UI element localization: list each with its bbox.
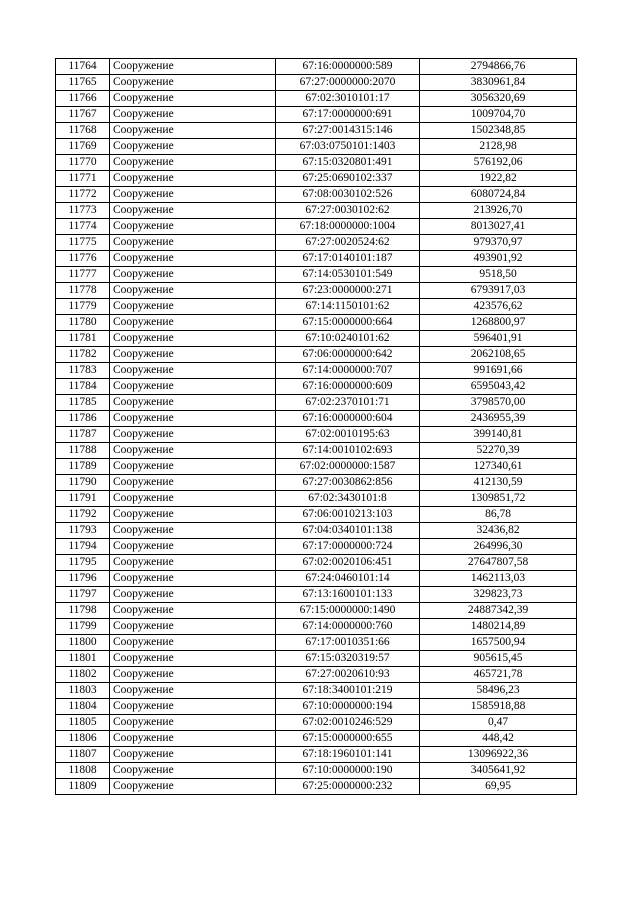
row-number-cell: 11781	[56, 331, 110, 347]
table-row	[56, 491, 577, 507]
cadastral-number-cell: 67:15:0000000:1490	[276, 603, 420, 619]
cadastral-value-cell: 2794866,76	[420, 59, 577, 75]
cadastral-value-cell: 3056320,69	[420, 91, 577, 107]
table-row	[56, 267, 577, 283]
cadastral-number-cell: 67:16:0000000:604	[276, 411, 420, 427]
object-type-cell: Сооружение	[110, 443, 276, 459]
table-row	[56, 171, 577, 187]
table-row	[56, 507, 577, 523]
row-number-cell: 11777	[56, 267, 110, 283]
object-type-cell: Сооружение	[110, 587, 276, 603]
row-number-cell: 11802	[56, 667, 110, 683]
cadastral-number-cell: 67:16:0000000:609	[276, 379, 420, 395]
cadastral-value-cell: 1268800,97	[420, 315, 577, 331]
object-type-cell: Сооружение	[110, 379, 276, 395]
object-type-cell: Сооружение	[110, 507, 276, 523]
cadastral-number-cell: 67:10:0000000:190	[276, 763, 420, 779]
cadastral-value-cell: 423576,62	[420, 299, 577, 315]
row-number-cell: 11767	[56, 107, 110, 123]
cadastral-value-cell: 24887342,39	[420, 603, 577, 619]
cadastral-number-cell: 67:17:0140101:187	[276, 251, 420, 267]
cadastral-number-cell: 67:27:0020610:93	[276, 667, 420, 683]
table-row	[56, 587, 577, 603]
cadastral-value-cell: 127340,61	[420, 459, 577, 475]
cadastral-number-cell: 67:02:0020106:451	[276, 555, 420, 571]
cadastral-value-cell: 979370,97	[420, 235, 577, 251]
object-type-cell: Сооружение	[110, 347, 276, 363]
object-type-cell: Сооружение	[110, 187, 276, 203]
registry-table	[55, 58, 577, 795]
row-number-cell: 11797	[56, 587, 110, 603]
cadastral-value-cell: 1502348,85	[420, 123, 577, 139]
cadastral-number-cell: 67:25:0000000:232	[276, 779, 420, 795]
cadastral-value-cell: 493901,92	[420, 251, 577, 267]
object-type-cell: Сооружение	[110, 475, 276, 491]
cadastral-number-cell: 67:17:0000000:724	[276, 539, 420, 555]
cadastral-value-cell: 9518,50	[420, 267, 577, 283]
cadastral-number-cell: 67:08:0030102:526	[276, 187, 420, 203]
table-row	[56, 379, 577, 395]
row-number-cell: 11766	[56, 91, 110, 107]
cadastral-value-cell: 329823,73	[420, 587, 577, 603]
cadastral-number-cell: 67:15:0320801:491	[276, 155, 420, 171]
cadastral-number-cell: 67:27:0030102:62	[276, 203, 420, 219]
cadastral-number-cell: 67:18:0000000:1004	[276, 219, 420, 235]
row-number-cell: 11785	[56, 395, 110, 411]
cadastral-value-cell: 465721,78	[420, 667, 577, 683]
table-row	[56, 699, 577, 715]
table-row	[56, 651, 577, 667]
cadastral-value-cell: 58496,23	[420, 683, 577, 699]
cadastral-number-cell: 67:14:0000000:707	[276, 363, 420, 379]
row-number-cell: 11780	[56, 315, 110, 331]
table-row	[56, 91, 577, 107]
cadastral-number-cell: 67:02:0000000:1587	[276, 459, 420, 475]
object-type-cell: Сооружение	[110, 763, 276, 779]
cadastral-value-cell: 86,78	[420, 507, 577, 523]
cadastral-number-cell: 67:15:0000000:655	[276, 731, 420, 747]
object-type-cell: Сооружение	[110, 459, 276, 475]
object-type-cell: Сооружение	[110, 715, 276, 731]
object-type-cell: Сооружение	[110, 779, 276, 795]
table-row	[56, 59, 577, 75]
cadastral-value-cell: 1585918,88	[420, 699, 577, 715]
cadastral-number-cell: 67:02:3010101:17	[276, 91, 420, 107]
table-row	[56, 299, 577, 315]
row-number-cell: 11799	[56, 619, 110, 635]
table-row	[56, 411, 577, 427]
object-type-cell: Сооружение	[110, 155, 276, 171]
object-type-cell: Сооружение	[110, 315, 276, 331]
cadastral-number-cell: 67:06:0010213:103	[276, 507, 420, 523]
object-type-cell: Сооружение	[110, 667, 276, 683]
object-type-cell: Сооружение	[110, 523, 276, 539]
cadastral-number-cell: 67:14:0000000:760	[276, 619, 420, 635]
cadastral-number-cell: 67:27:0000000:2070	[276, 75, 420, 91]
table-row	[56, 747, 577, 763]
row-number-cell: 11770	[56, 155, 110, 171]
object-type-cell: Сооружение	[110, 555, 276, 571]
table-row	[56, 251, 577, 267]
object-type-cell: Сооружение	[110, 59, 276, 75]
object-type-cell: Сооружение	[110, 427, 276, 443]
object-type-cell: Сооружение	[110, 299, 276, 315]
cadastral-number-cell: 67:14:0530101:549	[276, 267, 420, 283]
cadastral-value-cell: 6595043,42	[420, 379, 577, 395]
table-row	[56, 219, 577, 235]
cadastral-number-cell: 67:17:0000000:691	[276, 107, 420, 123]
cadastral-number-cell: 67:14:1150101:62	[276, 299, 420, 315]
row-number-cell: 11787	[56, 427, 110, 443]
cadastral-value-cell: 905615,45	[420, 651, 577, 667]
cadastral-number-cell: 67:02:2370101:71	[276, 395, 420, 411]
row-number-cell: 11764	[56, 59, 110, 75]
row-number-cell: 11789	[56, 459, 110, 475]
object-type-cell: Сооружение	[110, 651, 276, 667]
table-row	[56, 731, 577, 747]
cadastral-value-cell: 0,47	[420, 715, 577, 731]
cadastral-number-cell: 67:18:3400101:219	[276, 683, 420, 699]
table-row	[56, 187, 577, 203]
cadastral-number-cell: 67:24:0460101:14	[276, 571, 420, 587]
table-row	[56, 619, 577, 635]
object-type-cell: Сооружение	[110, 219, 276, 235]
cadastral-value-cell: 1480214,89	[420, 619, 577, 635]
object-type-cell: Сооружение	[110, 699, 276, 715]
table-row	[56, 571, 577, 587]
cadastral-value-cell: 264996,30	[420, 539, 577, 555]
cadastral-number-cell: 67:02:0010246:529	[276, 715, 420, 731]
row-number-cell: 11791	[56, 491, 110, 507]
table-row	[56, 331, 577, 347]
cadastral-number-cell: 67:10:0240101:62	[276, 331, 420, 347]
cadastral-number-cell: 67:27:0030862:856	[276, 475, 420, 491]
cadastral-value-cell: 576192,06	[420, 155, 577, 171]
cadastral-number-cell: 67:13:1600101:133	[276, 587, 420, 603]
table-row	[56, 683, 577, 699]
table-row	[56, 75, 577, 91]
table-row	[56, 283, 577, 299]
table-row	[56, 107, 577, 123]
object-type-cell: Сооружение	[110, 267, 276, 283]
object-type-cell: Сооружение	[110, 635, 276, 651]
cadastral-number-cell: 67:27:0020524:62	[276, 235, 420, 251]
row-number-cell: 11798	[56, 603, 110, 619]
cadastral-number-cell: 67:27:0014315:146	[276, 123, 420, 139]
row-number-cell: 11796	[56, 571, 110, 587]
cadastral-value-cell: 3798570,00	[420, 395, 577, 411]
table-row	[56, 779, 577, 795]
row-number-cell: 11792	[56, 507, 110, 523]
table-row	[56, 315, 577, 331]
cadastral-number-cell: 67:04:0340101:138	[276, 523, 420, 539]
cadastral-value-cell: 3830961,84	[420, 75, 577, 91]
object-type-cell: Сооружение	[110, 683, 276, 699]
cadastral-value-cell: 6080724,84	[420, 187, 577, 203]
cadastral-number-cell: 67:02:0010195:63	[276, 427, 420, 443]
cadastral-value-cell: 13096922,36	[420, 747, 577, 763]
table-row	[56, 459, 577, 475]
object-type-cell: Сооружение	[110, 363, 276, 379]
row-number-cell: 11805	[56, 715, 110, 731]
object-type-cell: Сооружение	[110, 107, 276, 123]
cadastral-value-cell: 448,42	[420, 731, 577, 747]
row-number-cell: 11808	[56, 763, 110, 779]
cadastral-value-cell: 1922,82	[420, 171, 577, 187]
cadastral-value-cell: 412130,59	[420, 475, 577, 491]
object-type-cell: Сооружение	[110, 283, 276, 299]
cadastral-number-cell: 67:15:0320319:57	[276, 651, 420, 667]
cadastral-number-cell: 67:15:0000000:664	[276, 315, 420, 331]
table-row	[56, 603, 577, 619]
table-row	[56, 155, 577, 171]
cadastral-value-cell: 596401,91	[420, 331, 577, 347]
object-type-cell: Сооружение	[110, 731, 276, 747]
row-number-cell: 11807	[56, 747, 110, 763]
cadastral-value-cell: 69,95	[420, 779, 577, 795]
row-number-cell: 11794	[56, 539, 110, 555]
object-type-cell: Сооружение	[110, 123, 276, 139]
row-number-cell: 11800	[56, 635, 110, 651]
cadastral-number-cell: 67:25:0690102:337	[276, 171, 420, 187]
table-row	[56, 203, 577, 219]
row-number-cell: 11784	[56, 379, 110, 395]
row-number-cell: 11771	[56, 171, 110, 187]
table-row	[56, 763, 577, 779]
table-row	[56, 139, 577, 155]
row-number-cell: 11806	[56, 731, 110, 747]
cadastral-value-cell: 6793917,03	[420, 283, 577, 299]
row-number-cell: 11774	[56, 219, 110, 235]
object-type-cell: Сооружение	[110, 91, 276, 107]
cadastral-number-cell: 67:18:1960101:141	[276, 747, 420, 763]
row-number-cell: 11775	[56, 235, 110, 251]
row-number-cell: 11803	[56, 683, 110, 699]
object-type-cell: Сооружение	[110, 203, 276, 219]
cadastral-value-cell: 213926,70	[420, 203, 577, 219]
object-type-cell: Сооружение	[110, 747, 276, 763]
cadastral-value-cell: 2128,98	[420, 139, 577, 155]
row-number-cell: 11783	[56, 363, 110, 379]
cadastral-number-cell: 67:16:0000000:589	[276, 59, 420, 75]
cadastral-value-cell: 2436955,39	[420, 411, 577, 427]
row-number-cell: 11795	[56, 555, 110, 571]
object-type-cell: Сооружение	[110, 411, 276, 427]
object-type-cell: Сооружение	[110, 75, 276, 91]
cadastral-value-cell: 3405641,92	[420, 763, 577, 779]
table-row	[56, 363, 577, 379]
cadastral-value-cell: 27647807,58	[420, 555, 577, 571]
cadastral-value-cell: 32436,82	[420, 523, 577, 539]
cadastral-number-cell: 67:10:0000000:194	[276, 699, 420, 715]
row-number-cell: 11790	[56, 475, 110, 491]
cadastral-number-cell: 67:03:0750101:1403	[276, 139, 420, 155]
table-row	[56, 635, 577, 651]
row-number-cell: 11768	[56, 123, 110, 139]
registry-table-body	[56, 59, 577, 795]
row-number-cell: 11793	[56, 523, 110, 539]
object-type-cell: Сооружение	[110, 491, 276, 507]
table-row	[56, 555, 577, 571]
table-row	[56, 347, 577, 363]
cadastral-number-cell: 67:14:0010102:693	[276, 443, 420, 459]
row-number-cell: 11769	[56, 139, 110, 155]
table-row	[56, 667, 577, 683]
object-type-cell: Сооружение	[110, 603, 276, 619]
cadastral-number-cell: 67:17:0010351:66	[276, 635, 420, 651]
row-number-cell: 11782	[56, 347, 110, 363]
table-row	[56, 427, 577, 443]
table-row	[56, 475, 577, 491]
object-type-cell: Сооружение	[110, 171, 276, 187]
table-row	[56, 523, 577, 539]
cadastral-number-cell: 67:02:3430101:8	[276, 491, 420, 507]
row-number-cell: 11809	[56, 779, 110, 795]
cadastral-value-cell: 8013027,41	[420, 219, 577, 235]
object-type-cell: Сооружение	[110, 539, 276, 555]
object-type-cell: Сооружение	[110, 235, 276, 251]
table-row	[56, 123, 577, 139]
object-type-cell: Сооружение	[110, 571, 276, 587]
object-type-cell: Сооружение	[110, 251, 276, 267]
row-number-cell: 11778	[56, 283, 110, 299]
table-row	[56, 395, 577, 411]
row-number-cell: 11788	[56, 443, 110, 459]
table-row	[56, 715, 577, 731]
row-number-cell: 11786	[56, 411, 110, 427]
row-number-cell: 11779	[56, 299, 110, 315]
cadastral-number-cell: 67:23:0000000:271	[276, 283, 420, 299]
cadastral-value-cell: 991691,66	[420, 363, 577, 379]
cadastral-value-cell: 52270,39	[420, 443, 577, 459]
cadastral-value-cell: 1657500,94	[420, 635, 577, 651]
row-number-cell: 11776	[56, 251, 110, 267]
cadastral-value-cell: 1309851,72	[420, 491, 577, 507]
object-type-cell: Сооружение	[110, 139, 276, 155]
row-number-cell: 11804	[56, 699, 110, 715]
cadastral-value-cell: 1462113,03	[420, 571, 577, 587]
cadastral-value-cell: 1009704,70	[420, 107, 577, 123]
table-row	[56, 235, 577, 251]
row-number-cell: 11765	[56, 75, 110, 91]
table-row	[56, 443, 577, 459]
cadastral-number-cell: 67:06:0000000:642	[276, 347, 420, 363]
row-number-cell: 11801	[56, 651, 110, 667]
object-type-cell: Сооружение	[110, 395, 276, 411]
row-number-cell: 11772	[56, 187, 110, 203]
table-row	[56, 539, 577, 555]
object-type-cell: Сооружение	[110, 331, 276, 347]
cadastral-value-cell: 399140,81	[420, 427, 577, 443]
row-number-cell: 11773	[56, 203, 110, 219]
cadastral-value-cell: 2062108,65	[420, 347, 577, 363]
object-type-cell: Сооружение	[110, 619, 276, 635]
